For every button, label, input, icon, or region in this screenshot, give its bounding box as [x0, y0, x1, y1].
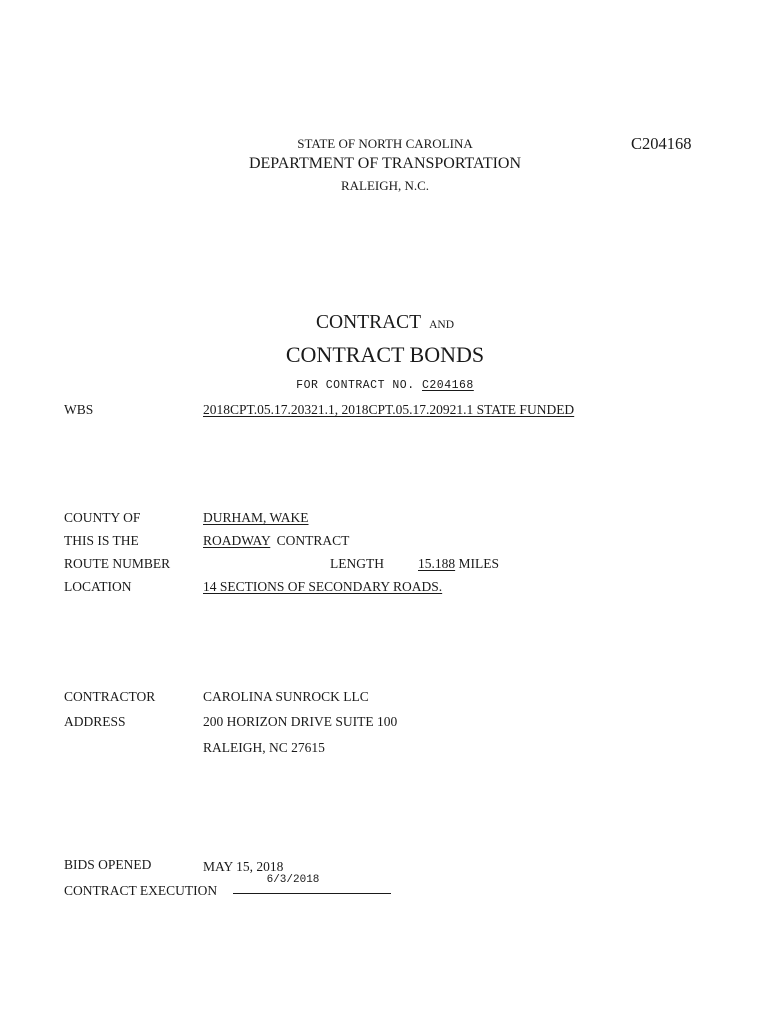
county-value: DURHAM, WAKE	[203, 510, 309, 525]
wbs-value: 2018CPT.05.17.20321.1, 2018CPT.05.17.20921.1 STATE FUNDED	[203, 402, 575, 417]
for-contract-label: FOR CONTRACT NO.	[296, 379, 415, 392]
length-label: LENGTH	[330, 556, 384, 571]
contract-execution-value: 6/3/2018	[266, 874, 320, 886]
department-name: DEPARTMENT OF TRANSPORTATION	[248, 155, 522, 172]
length-value: 15.188	[418, 556, 456, 571]
location-label: LOCATION	[64, 579, 132, 594]
address-line-2: RALEIGH, NC 27615	[203, 740, 325, 755]
contract-execution-label: CONTRACT EXECUTION	[64, 883, 218, 898]
for-contract-number: C204168	[422, 379, 474, 392]
bids-opened-label: BIDS OPENED	[64, 857, 152, 872]
bids-opened-value: MAY 15, 2018	[203, 859, 284, 874]
county-label: COUNTY OF	[64, 510, 141, 525]
contract-type-suffix: CONTRACT	[276, 533, 350, 548]
address-line-1: 200 HORIZON DRIVE SUITE 100	[203, 714, 398, 729]
for-contract-line	[0, 379, 770, 392]
contract-bonds-title: CONTRACT BONDS	[285, 342, 485, 367]
contract-word: CONTRACT	[315, 312, 422, 333]
contract-type-value: ROADWAY	[203, 533, 271, 548]
address-label: ADDRESS	[64, 714, 126, 729]
title-line-1	[0, 312, 770, 334]
contract-id: C204168	[631, 134, 692, 153]
execution-signature-line	[233, 893, 391, 894]
contractor-label: CONTRACTOR	[64, 689, 156, 704]
contract-type	[203, 533, 349, 549]
wbs-label: WBS	[64, 402, 94, 417]
state-name: STATE OF NORTH CAROLINA	[297, 136, 473, 151]
and-word: AND	[429, 319, 454, 331]
city-name: RALEIGH, N.C.	[340, 178, 430, 193]
route-number-label: ROUTE NUMBER	[64, 556, 171, 571]
length	[418, 556, 499, 572]
contract-type-label: THIS IS THE	[64, 533, 139, 548]
length-unit: MILES	[458, 556, 499, 571]
location-value: 14 SECTIONS OF SECONDARY ROADS.	[203, 579, 443, 594]
contractor-name: CAROLINA SUNROCK LLC	[203, 689, 369, 704]
